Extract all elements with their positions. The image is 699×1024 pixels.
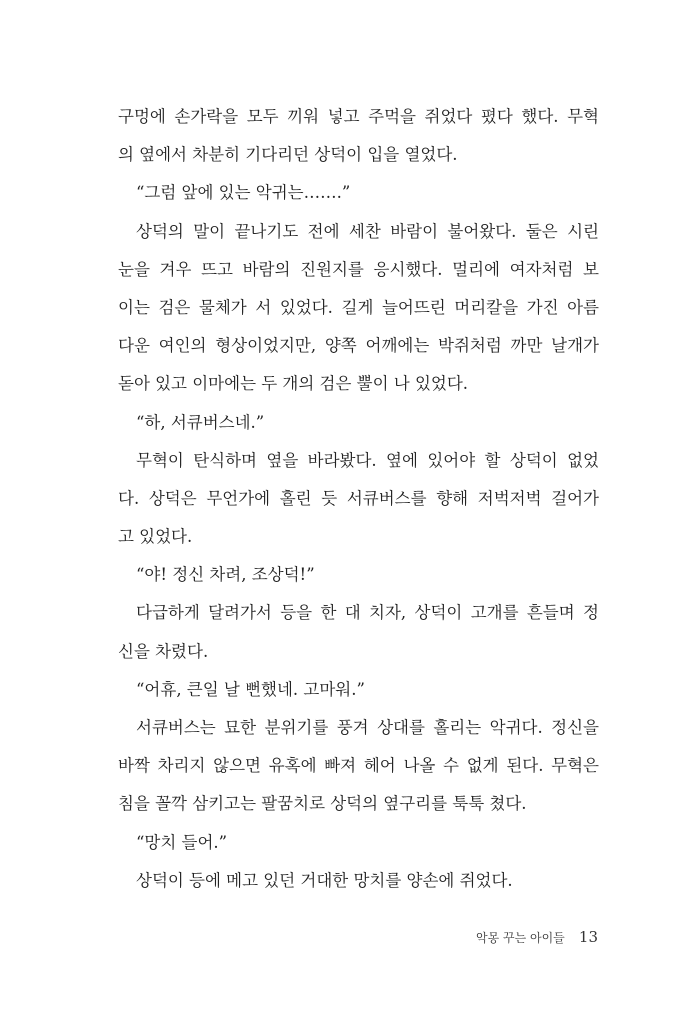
text-line: 의 옆에서 차분히 기다리던 상덕이 입을 열었다.: [118, 145, 458, 165]
text-line: 다급하게 달려가서 등을 한 대 치자, 상덕이 고개를 흔들며 정: [136, 603, 599, 623]
text-line: 다운 여인의 형상이었지만, 양쪽 어깨에는 박쥐처럼 까만 날개가: [118, 336, 599, 356]
text-line: 이는 검은 물체가 서 있었다. 길게 늘어뜨린 머리칼을 가진 아름: [118, 297, 599, 317]
text-line: 바짝 차리지 않으면 유혹에 빠져 헤어 나올 수 없게 된다. 무혁은: [118, 756, 599, 776]
page-number: 13: [578, 928, 598, 946]
text-line: 신을 차렸다.: [118, 641, 209, 661]
text-line: 상덕이 등에 메고 있던 거대한 망치를 양손에 쥐었다.: [136, 870, 513, 890]
text-line: 다. 상덕은 무언가에 홀린 듯 서큐버스를 향해 저벅저벅 걸어가: [118, 488, 599, 508]
text-line: 무혁이 탄식하며 옆을 바라봤다. 옆에 있어야 할 상덕이 없었: [136, 450, 599, 470]
text-line: 눈을 겨우 뜨고 바람의 진원지를 응시했다. 멀리에 여자처럼 보: [118, 259, 599, 279]
body-text: [118, 98, 599, 900]
dialogue-line: “그럼 앞에 있는 악귀는…….”: [136, 183, 351, 203]
dialogue-line: “하, 서큐버스네.”: [136, 412, 265, 432]
dialogue-line: “망치 들어.”: [136, 832, 228, 852]
text-line: 상덕의 말이 끝나기도 전에 세찬 바람이 불어왔다. 둘은 시린: [136, 221, 599, 241]
text-line: 돋아 있고 이마에는 두 개의 검은 뿔이 나 있었다.: [118, 374, 469, 394]
text-line: 구멍에 손가락을 모두 끼워 넣고 주먹을 쥐었다 폈다 했다. 무혁: [118, 107, 599, 126]
page-footer: [476, 928, 598, 946]
text-line: 고 있었다.: [118, 527, 193, 547]
text-line: 서큐버스는 묘한 분위기를 풍겨 상대를 홀리는 악귀다. 정신을: [136, 718, 599, 737]
running-title: 악몽 꾸는 아이들: [475, 931, 565, 945]
dialogue-line: “야! 정신 차려, 조상덕!”: [136, 565, 315, 585]
dialogue-line: “어휴, 큰일 날 뻔했네. 고마워.”: [136, 679, 365, 699]
text-line: 침을 꼴깍 삼키고는 팔꿈치로 상덕의 옆구리를 툭툭 쳤다.: [118, 794, 527, 814]
